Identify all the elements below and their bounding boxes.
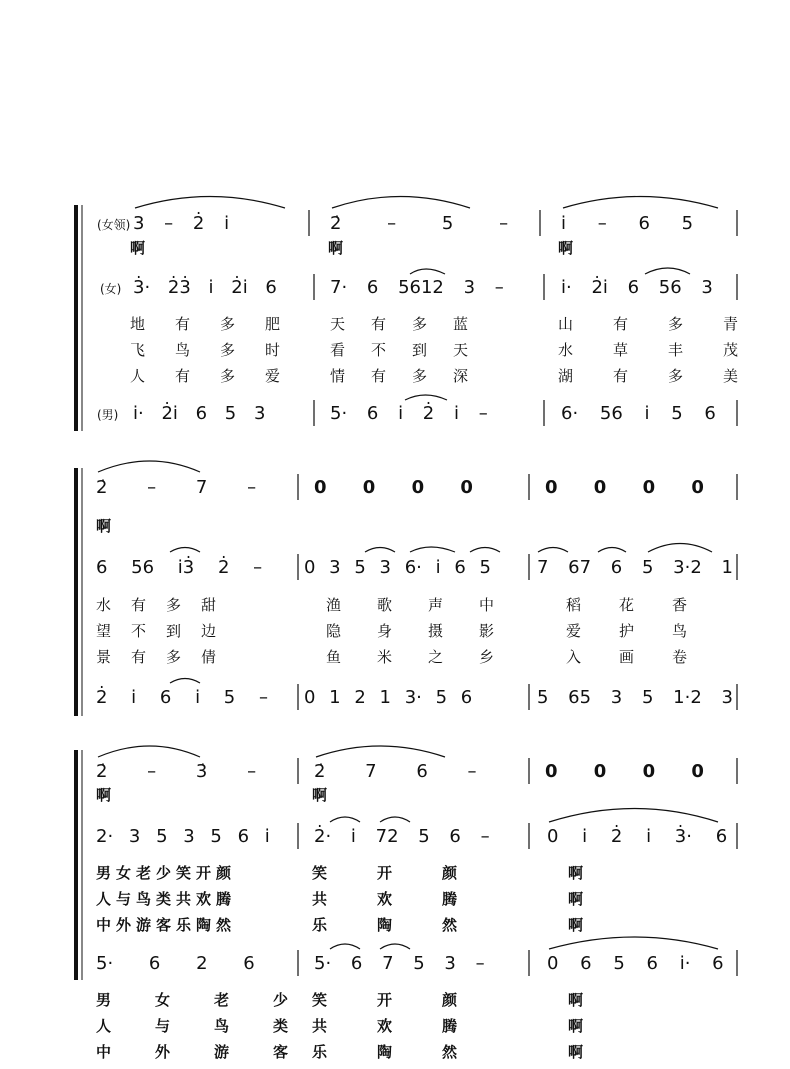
measure: 2̇ – 7 – [96,477,257,498]
measure: 0 3 5 3 6· i̇ 6 5 [304,557,491,578]
lyric: 笑开颜 [312,864,508,882]
slur [645,268,690,274]
measure: i̇· 2̇i̇ 6 5 3 [133,403,266,424]
lyric: 啊 [96,786,112,804]
slur [549,809,718,823]
measure: 6 56 i̇3̇ 2̇ – [96,557,263,578]
lyric: 稻花香 [566,596,726,614]
measure: 2̇ – 5 – [330,213,509,234]
lyric: 隐身摄影 [326,622,531,640]
lyric: 啊 [568,890,584,908]
slur [598,548,626,553]
measure: i̇· 2̇i̇ 6 56 3 [561,277,713,298]
measure: 5 65 3 5 1·2 3 [537,687,733,708]
measure: 3̇· 2̇3̇ i̇ 2̇i̇ 6 [133,277,277,298]
measure: 0 0 0 0 [545,761,704,782]
lyric: 山有多青 [558,315,779,333]
slur [405,395,447,400]
lyric: 飞鸟多时 [130,341,311,359]
lyric: 水有多甜 [96,596,237,614]
slur [648,544,712,553]
lyric: 中外游客乐陶然 [96,916,237,934]
lyric: 鱼米之乡 [326,648,531,666]
lyric: 中外游客 [96,1043,333,1061]
lyric: 啊 [568,991,584,1009]
lyric: 男女老少 [96,991,333,1009]
lyric: 湖有多美 [558,367,779,385]
lyric: 啊 [558,239,574,257]
slur [380,817,410,822]
measure: 2̇· i̇ 72 5 6 – [314,826,490,847]
measure: 0 6 5 6 i̇· 6 [547,953,724,974]
lyric: 天有多蓝 [330,315,495,333]
lyric: 啊 [568,1017,584,1035]
slur [135,197,285,209]
slur [170,548,200,553]
slur [316,746,445,757]
measure: 6· 56 i̇ 5 6 [561,403,716,424]
measure: 7· 6 5612 3 – [330,277,504,298]
slur [470,548,500,553]
measure: 2· 3 5 3 5 6 i̇ [96,826,270,847]
part-label: (男) [97,408,119,422]
lyric: 看不到天 [330,341,495,359]
slur [380,944,410,949]
lyric: 笑开颜 [312,991,508,1009]
slur [410,269,445,274]
measure: 2̇ – 3̇ – [96,761,257,782]
lyric: 啊 [328,239,344,257]
measure: 5· 6 7 5 3 – [314,953,485,974]
lyric: 啊 [568,1043,584,1061]
slur [330,944,360,949]
measure: 0 0 0 0 [545,477,704,498]
lyric: 啊 [568,916,584,934]
lyric: 人与鸟类共欢腾 [96,890,237,908]
lyric: 望不到边 [96,622,237,640]
lyric: 乐陶然 [312,916,508,934]
lyric: 入画卷 [566,648,726,666]
lyric: 啊 [96,517,112,535]
part-label: (女) [100,282,122,296]
measure: 3 – 2̇ i̇ [133,213,230,234]
measure: 0 i̇ 2̇ i̇ 3̇· 6 [547,826,728,847]
lyric: 情有多深 [330,367,495,385]
system-brackets [76,205,82,980]
slur [98,746,200,757]
lyric: 人与鸟类 [96,1017,333,1035]
slur [563,197,718,209]
measure: 5· 6 i̇ 2̇ i̇ – [330,403,488,424]
lyric: 啊 [568,864,584,882]
lyric: 爱护鸟 [566,622,726,640]
lyric: 水草丰茂 [558,341,779,359]
measure: 5· 6 2 6 [96,953,255,974]
slur [365,548,395,553]
slur [410,547,455,552]
measure: 0 0 0 0 [314,477,473,498]
measure: 2̇ 7 6 – [314,761,477,782]
lyric: 男女老少笑开颜 [96,864,237,882]
slur [538,548,568,553]
lyric: 乐陶然 [312,1043,508,1061]
lyric: 啊 [130,239,146,257]
slur [98,461,200,472]
slur [330,817,360,822]
measure: 7 67 6 5 3·2 1 [537,557,733,578]
lyric: 啊 [312,786,328,804]
lyric: 地有多肥 [130,315,311,333]
lyric: 共欢腾 [312,1017,508,1035]
measure: i̇ – 6 5 [561,213,694,234]
slur [170,679,200,684]
lyric: 景有多倩 [96,648,237,666]
part-label: (女领) [97,218,131,232]
lyric: 渔歌声中 [326,596,531,614]
lyric: 共欢腾 [312,890,508,908]
measure: 2̇ i̇ 6 i̇ 5 – [96,687,268,708]
slur [332,197,470,209]
lyric: 人有多爱 [130,367,311,385]
slur [549,937,718,949]
measure: 0 1 2 1 3· 5 6 [304,687,473,708]
